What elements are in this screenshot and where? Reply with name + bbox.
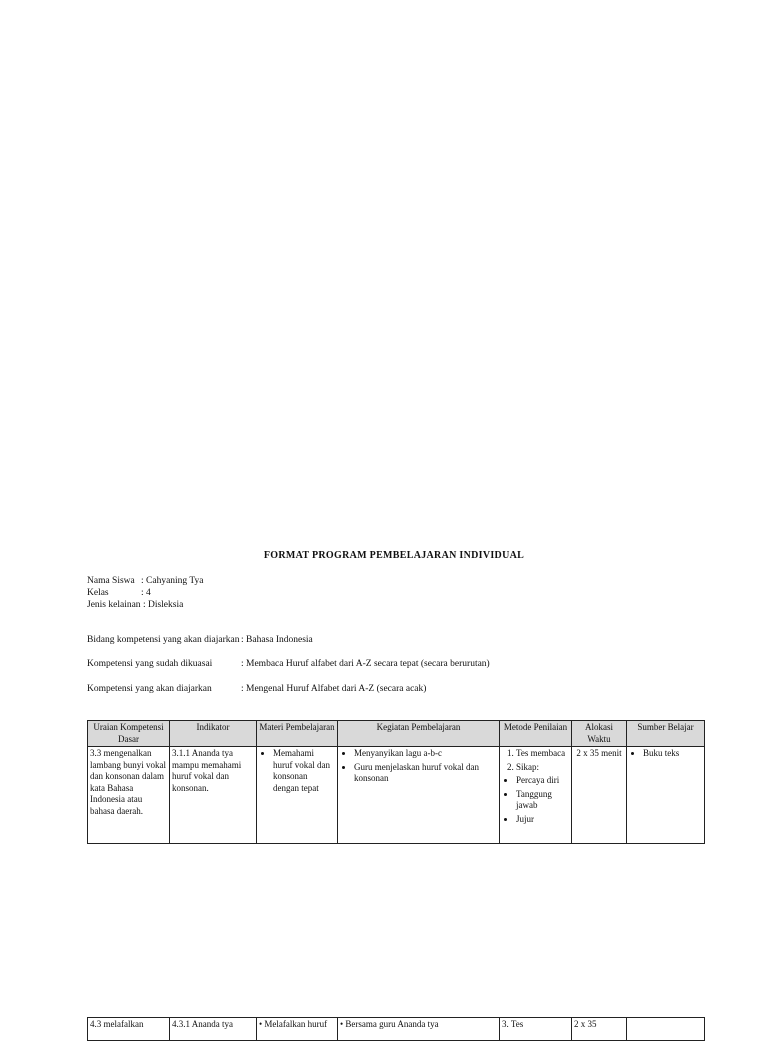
header-indicator: Indikator [170,721,257,747]
mastered-line [87,659,490,669]
target-line [87,684,426,694]
student-type-label: Jenis kelainan [87,600,141,610]
cell-indicator: 3.1.1 Ananda tya mampu memahami huruf vokal dan konsonan. [170,747,257,844]
list-item: • Buku teks [643,748,702,760]
list-item: • Tanggung jawab [516,789,569,812]
list-item: 2. Sikap: [516,762,569,774]
cell-kegiatan: • Bersama guru Ananda tya [338,1018,500,1041]
student-class-line [87,587,151,599]
target-label: Kompetensi yang akan diajarkan [87,684,212,694]
mastered-value: : Membaca Huruf alfabet dari A-Z secara tepat (secara berurutan) [241,659,490,669]
cell-indicator: 4.3.1 Ananda tya [170,1018,257,1041]
field-value: : Bahasa Indonesia [241,635,313,645]
list-item: • Percaya diri [516,775,569,787]
student-name-value: : Cahyaning Tya [141,576,204,586]
target-value: : Mengenal Huruf Alfabet dari A-Z (secara acak) [241,684,427,694]
student-name-label: Nama Siswa [87,576,135,586]
student-class-value: : 4 [141,588,151,598]
mastered-label: Kompetensi yang sudah dikuasai [87,659,213,669]
header-sumber: Sumber Belajar [627,721,705,747]
cell-sumber [627,747,705,844]
header-metode: Metode Penilaian [500,721,572,747]
list-item: 1. Tes membaca [516,748,569,760]
cell-materi: • Melafalkan huruf [257,1018,338,1041]
cell-sumber [627,1018,705,1041]
header-kd: Uraian Kompetensi Dasar [88,721,170,747]
cell-kegiatan [338,747,500,844]
list-item: • Memahami huruf vokal dan konsonan dengan tepat [273,748,335,794]
cell-metode: 3. Tes [500,1018,572,1041]
cell-waktu: 2 x 35 menit [572,747,627,844]
student-class-label: Kelas [87,588,109,598]
header-kegiatan: Kegiatan Pembelajaran [338,721,500,747]
cell-materi [257,747,338,844]
list-item: • Jujur [516,814,569,826]
header-waktu: Alokasi Waktu [572,721,627,747]
header-materi: Materi Pembelajaran [257,721,338,747]
cell-metode [500,747,572,844]
student-name-line [87,575,203,587]
student-type-value: : Disleksia [142,600,184,610]
list-item: • Guru menjelaskan huruf vokal dan konsonan [354,762,497,785]
student-type-line [87,599,183,611]
learning-plan-table [87,720,705,844]
cell-kd: 3.3 mengenalkan lambang bunyi vokal dan konsonan dalam kata Bahasa Indonesia atau bahasa daerah. [88,747,170,844]
cell-kd: 4.3 melafalkan [88,1018,170,1041]
list-item: • Menyanyikan lagu a-b-c [354,748,497,760]
document-title: FORMAT PROGRAM PEMBELAJARAN INDIVIDUAL [263,550,525,561]
field-label: Bidang kompetensi yang akan diajarkan [87,635,240,645]
table-row [88,1018,705,1041]
continued-table [87,1017,705,1041]
cell-waktu: 2 x 35 [572,1018,627,1041]
table-row [88,747,705,844]
field-line [87,635,313,645]
table-header-row [88,721,705,747]
